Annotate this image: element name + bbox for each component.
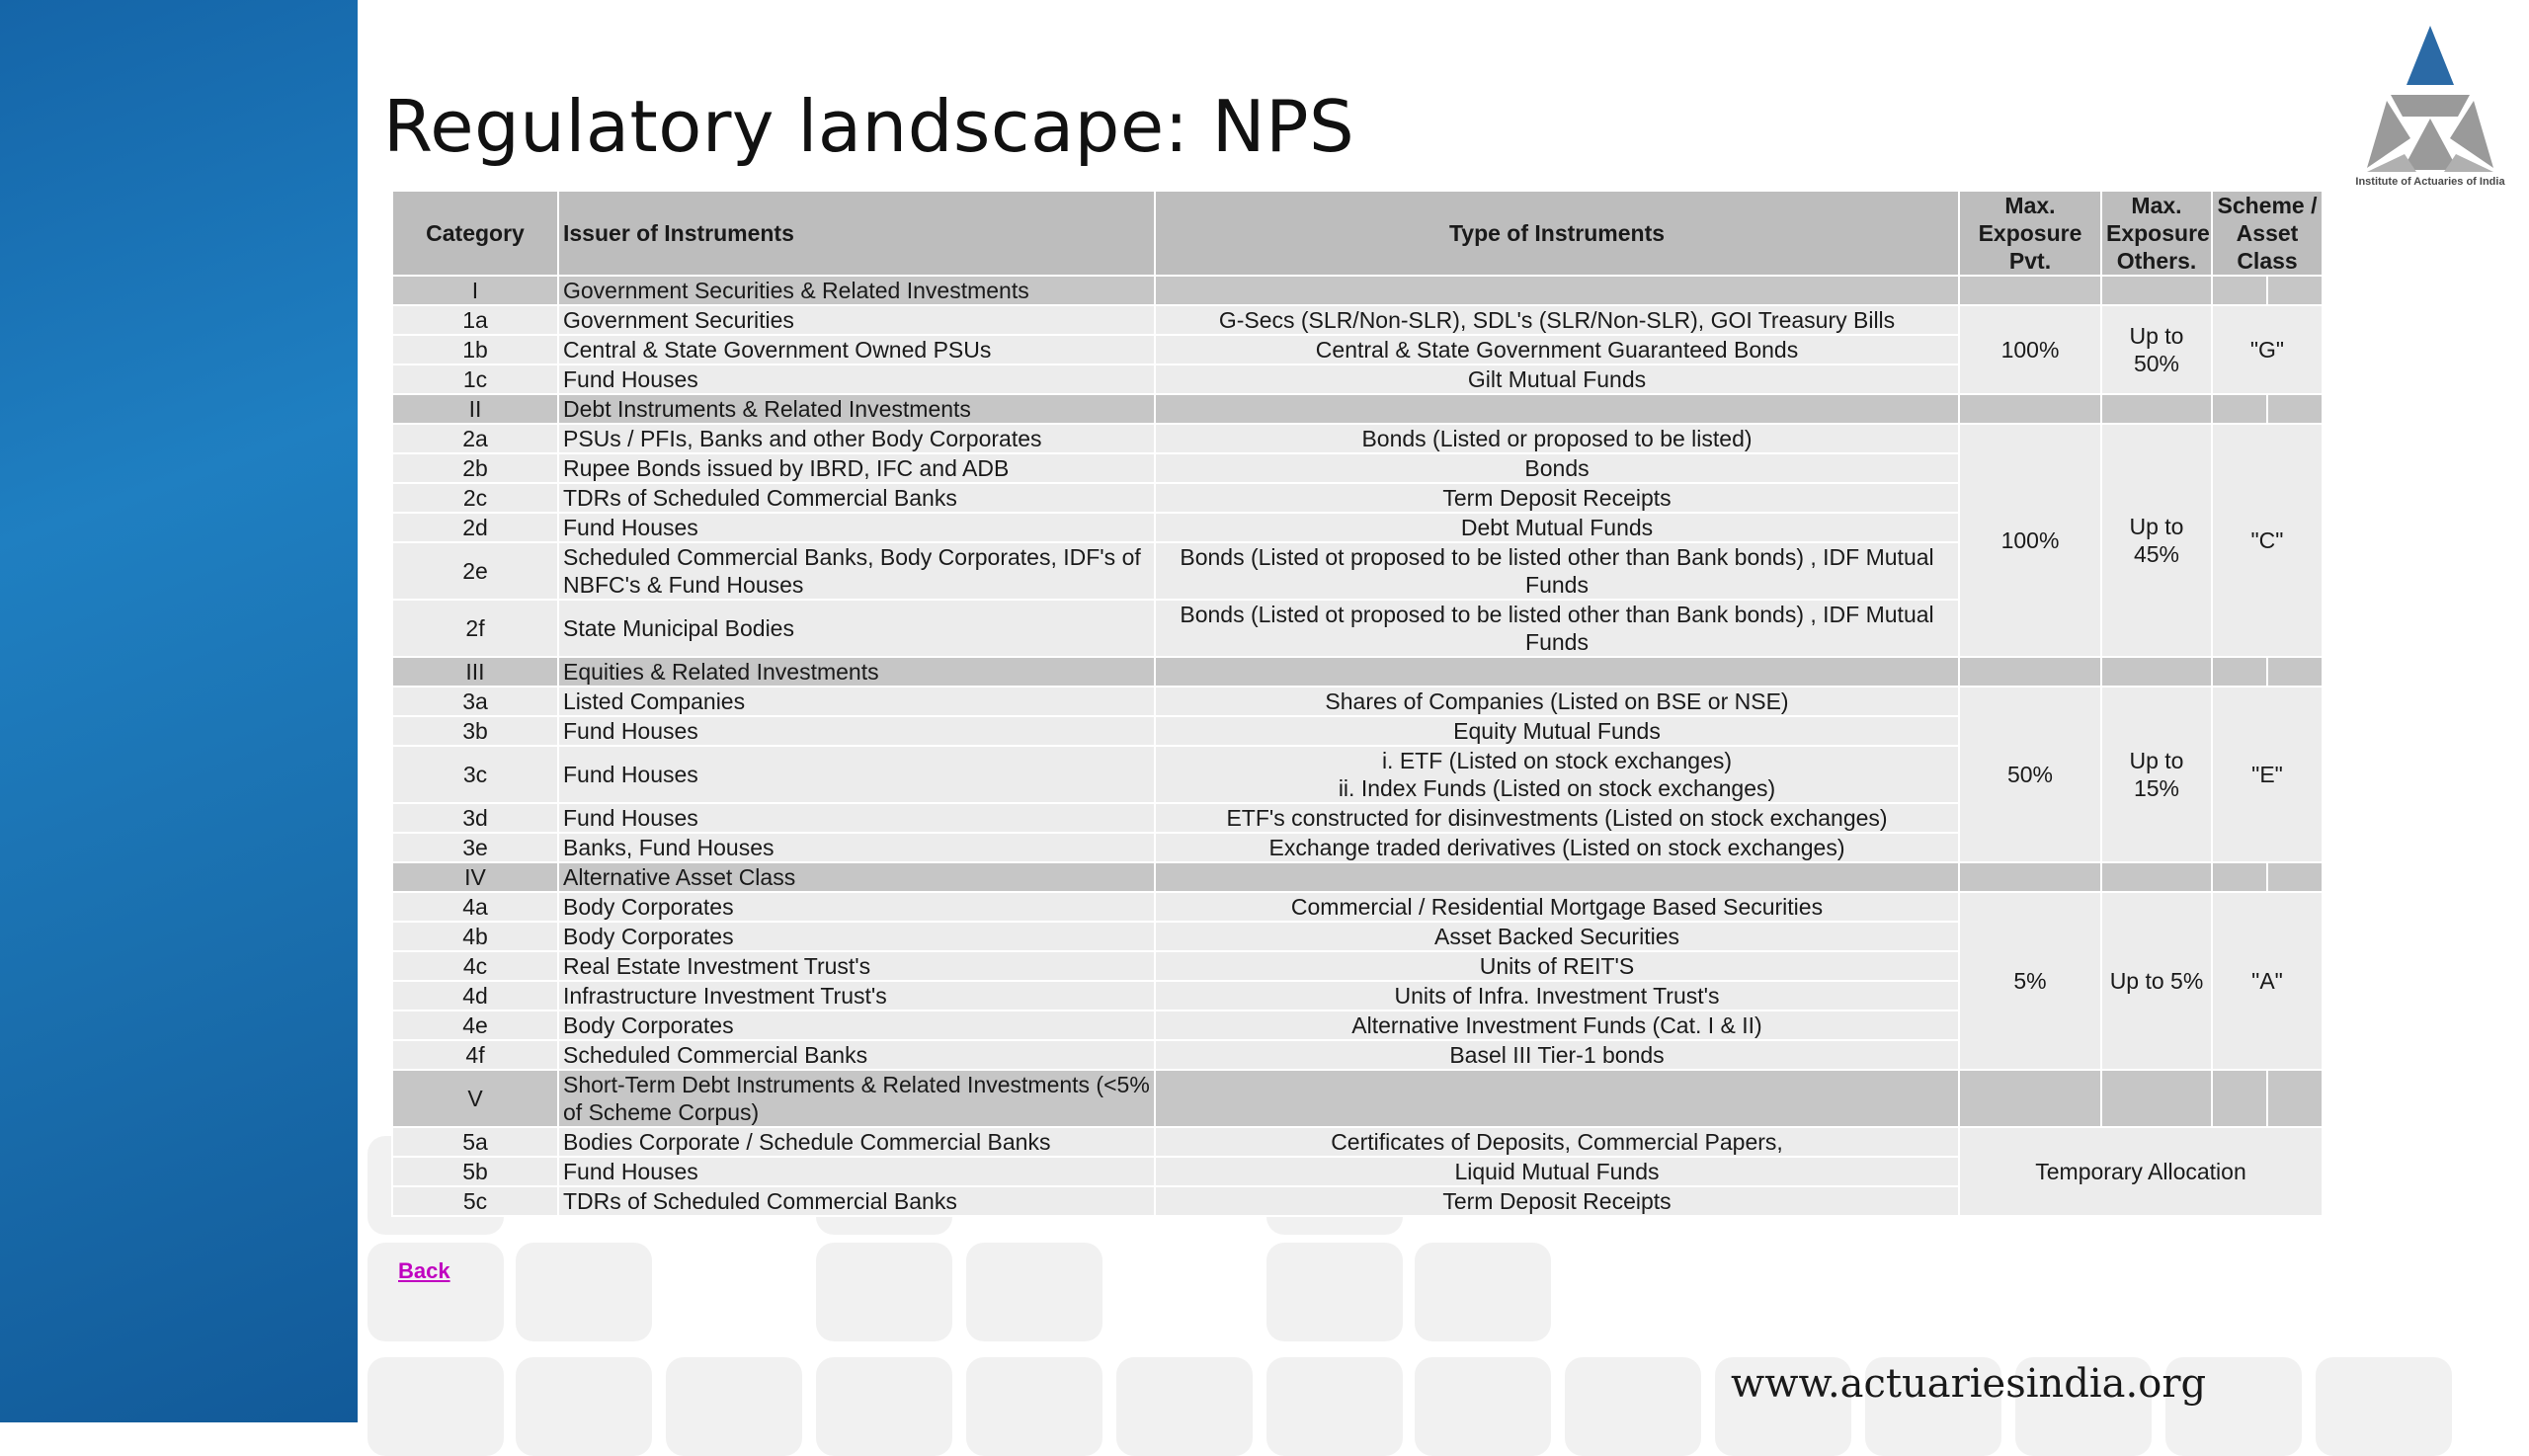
empty-cell xyxy=(1155,394,1959,424)
type-cell: Liquid Mutual Funds xyxy=(1155,1157,1959,1186)
bg-tile xyxy=(816,1243,952,1341)
issuer-cell: TDRs of Scheduled Commercial Banks xyxy=(558,483,1155,513)
type-cell: Alternative Investment Funds (Cat. I & II) xyxy=(1155,1011,1959,1040)
header-issuer: Issuer of Instruments xyxy=(558,191,1155,276)
table-row xyxy=(392,305,2323,335)
header-text-line: Max. xyxy=(2004,193,2056,218)
empty-cell xyxy=(2101,862,2212,892)
section-row xyxy=(392,394,2323,424)
issuer-cell: Fund Houses xyxy=(558,364,1155,394)
bg-tile xyxy=(516,1357,652,1456)
header-type: Type of Instruments xyxy=(1155,191,1959,276)
type-cell: Shares of Companies (Listed on BSE or NSE) xyxy=(1155,687,1959,716)
empty-cell xyxy=(2267,657,2323,687)
empty-cell xyxy=(2267,1070,2323,1127)
actuaries-logo-icon xyxy=(2347,22,2513,196)
value-line: Up to xyxy=(2129,514,2184,539)
bg-tile xyxy=(1415,1243,1551,1341)
empty-cell xyxy=(2101,276,2212,305)
section-row xyxy=(392,657,2323,687)
empty-cell xyxy=(2212,862,2267,892)
max-exposure-others-cell xyxy=(2101,305,2212,394)
value-line: 45% xyxy=(2133,541,2180,567)
empty-cell xyxy=(2267,862,2323,892)
issuer-cell: Body Corporates xyxy=(558,1011,1155,1040)
type-cell: Bonds xyxy=(1155,453,1959,483)
issuer-cell: Scheduled Commercial Banks xyxy=(558,1040,1155,1070)
empty-cell xyxy=(1155,276,1959,305)
empty-cell xyxy=(1959,1070,2101,1127)
value-line: 15% xyxy=(2133,775,2180,801)
type-cell: Bonds (Listed or proposed to be listed) xyxy=(1155,424,1959,453)
value-line: Up to xyxy=(2129,748,2184,773)
bg-tile xyxy=(2316,1357,2452,1456)
scheme-class-cell: "G" xyxy=(2212,305,2323,394)
category-cell: 4e xyxy=(392,1011,558,1040)
category-cell: 4a xyxy=(392,892,558,922)
section-title: Alternative Asset Class xyxy=(558,862,1155,892)
header-text-line: Class xyxy=(2237,248,2298,274)
section-code: I xyxy=(392,276,558,305)
header-category: Category xyxy=(392,191,558,276)
category-cell: 1b xyxy=(392,335,558,364)
header-text-line: Max. xyxy=(2131,193,2182,218)
section-code: V xyxy=(392,1070,558,1127)
header-text-line: Exposure xyxy=(2106,220,2210,246)
type-cell: Basel III Tier-1 bonds xyxy=(1155,1040,1959,1070)
type-cell: G-Secs (SLR/Non-SLR), SDL's (SLR/Non-SLR), GOI Treasury Bills xyxy=(1155,305,1959,335)
empty-cell xyxy=(1155,657,1959,687)
issuer-cell: Central & State Government Owned PSUs xyxy=(558,335,1155,364)
issuer-cell: Fund Houses xyxy=(558,746,1155,803)
issuer-cell: Fund Houses xyxy=(558,803,1155,833)
category-cell: 4f xyxy=(392,1040,558,1070)
category-cell: 5a xyxy=(392,1127,558,1157)
bg-tile xyxy=(966,1243,1102,1341)
issuer-cell: State Municipal Bodies xyxy=(558,600,1155,657)
category-cell: 2a xyxy=(392,424,558,453)
header-scheme-asset-class xyxy=(2212,191,2323,276)
type-cell: ETF's constructed for disinvestments (Listed on stock exchanges) xyxy=(1155,803,1959,833)
category-cell: 3a xyxy=(392,687,558,716)
website-url: www.actuariesindia.org xyxy=(1731,1361,2207,1407)
section-code: III xyxy=(392,657,558,687)
empty-cell xyxy=(2212,1070,2267,1127)
section-row xyxy=(392,862,2323,892)
category-cell: 2f xyxy=(392,600,558,657)
category-cell: 5b xyxy=(392,1157,558,1186)
section-title: Government Securities & Related Investments xyxy=(558,276,1155,305)
header-text-line: Others. xyxy=(2116,248,2197,274)
section-title: Debt Instruments & Related Investments xyxy=(558,394,1155,424)
type-cell: Units of Infra. Investment Trust's xyxy=(1155,981,1959,1011)
category-cell: 2e xyxy=(392,542,558,600)
page-title: Regulatory landscape: NPS xyxy=(383,85,1355,168)
issuer-cell: Fund Houses xyxy=(558,716,1155,746)
category-cell: 3d xyxy=(392,803,558,833)
header-text-line: Exposure xyxy=(1978,220,2082,246)
category-cell: 1a xyxy=(392,305,558,335)
empty-cell xyxy=(1959,657,2101,687)
type-cell: Debt Mutual Funds xyxy=(1155,513,1959,542)
max-exposure-pvt-cell: 100% xyxy=(1959,305,2101,394)
empty-cell xyxy=(2212,394,2267,424)
empty-cell xyxy=(2212,276,2267,305)
table-header-row xyxy=(392,191,2323,276)
issuer-cell: Rupee Bonds issued by IBRD, IFC and ADB xyxy=(558,453,1155,483)
scheme-class-cell: "E" xyxy=(2212,687,2323,862)
category-cell: 3b xyxy=(392,716,558,746)
issuer-cell: Real Estate Investment Trust's xyxy=(558,951,1155,981)
max-exposure-others-cell: Up to 5% xyxy=(2101,892,2212,1070)
temporary-allocation-cell: Temporary Allocation xyxy=(1959,1127,2323,1216)
issuer-cell: Fund Houses xyxy=(558,1157,1155,1186)
back-link[interactable]: Back xyxy=(398,1258,450,1283)
empty-cell xyxy=(2212,657,2267,687)
logo-caption: Institute of Actuaries of India xyxy=(2355,176,2505,188)
empty-cell xyxy=(2101,1070,2212,1127)
type-cell: Bonds (Listed ot proposed to be listed other than Bank bonds) , IDF Mutual Funds xyxy=(1155,542,1959,600)
header-text-line: Scheme / xyxy=(2217,193,2318,218)
issuer-cell: Body Corporates xyxy=(558,922,1155,951)
empty-cell xyxy=(1959,862,2101,892)
max-exposure-pvt-cell: 5% xyxy=(1959,892,2101,1070)
bg-tile xyxy=(1266,1243,1403,1341)
header-max-exposure-pvt xyxy=(1959,191,2101,276)
type-cell: Exchange traded derivatives (Listed on stock exchanges) xyxy=(1155,833,1959,862)
table-row xyxy=(392,1127,2323,1157)
type-cell: Commercial / Residential Mortgage Based Securities xyxy=(1155,892,1959,922)
category-cell: 4c xyxy=(392,951,558,981)
empty-cell xyxy=(1959,276,2101,305)
bg-tile xyxy=(1415,1357,1551,1456)
issuer-cell: PSUs / PFIs, Banks and other Body Corporates xyxy=(558,424,1155,453)
type-cell: Gilt Mutual Funds xyxy=(1155,364,1959,394)
empty-cell xyxy=(1155,1070,1959,1127)
issuer-cell: Bodies Corporate / Schedule Commercial Banks xyxy=(558,1127,1155,1157)
value-line: 50% xyxy=(2133,351,2180,376)
category-cell: 5c xyxy=(392,1186,558,1216)
type-line: ii. Index Funds (Listed on stock exchanges) xyxy=(1338,775,1776,801)
category-cell: 2d xyxy=(392,513,558,542)
type-cell: Term Deposit Receipts xyxy=(1155,1186,1959,1216)
type-cell: Certificates of Deposits, Commercial Papers, xyxy=(1155,1127,1959,1157)
issuer-cell: Banks, Fund Houses xyxy=(558,833,1155,862)
bg-tile xyxy=(966,1357,1102,1456)
max-exposure-pvt-cell: 50% xyxy=(1959,687,2101,862)
table-row xyxy=(392,424,2323,453)
type-cell: Bonds (Listed ot proposed to be listed other than Bank bonds) , IDF Mutual Funds xyxy=(1155,600,1959,657)
bg-tile xyxy=(666,1357,802,1456)
nps-investment-table xyxy=(391,190,2324,1217)
bg-tile xyxy=(1565,1357,1701,1456)
category-cell: 3c xyxy=(392,746,558,803)
empty-cell xyxy=(2267,394,2323,424)
section-code: IV xyxy=(392,862,558,892)
bg-tile xyxy=(367,1357,504,1456)
issuer-cell: Scheduled Commercial Banks, Body Corporates, IDF's of NBFC's & Fund Houses xyxy=(558,542,1155,600)
empty-cell xyxy=(2267,276,2323,305)
type-cell xyxy=(1155,746,1959,803)
type-cell: Equity Mutual Funds xyxy=(1155,716,1959,746)
issuer-cell: Infrastructure Investment Trust's xyxy=(558,981,1155,1011)
value-line: Up to xyxy=(2129,323,2184,349)
scheme-class-cell: "A" xyxy=(2212,892,2323,1070)
category-cell: 3e xyxy=(392,833,558,862)
left-blue-band xyxy=(0,0,358,1422)
header-text-line: Pvt. xyxy=(2008,248,2052,274)
issuer-cell: Government Securities xyxy=(558,305,1155,335)
empty-cell xyxy=(2101,394,2212,424)
issuer-cell: TDRs of Scheduled Commercial Banks xyxy=(558,1186,1155,1216)
bg-tile xyxy=(1116,1357,1253,1456)
section-row xyxy=(392,1070,2323,1127)
issuer-cell: Body Corporates xyxy=(558,892,1155,922)
header-text-line: Asset xyxy=(2236,220,2299,246)
section-title: Short-Term Debt Instruments & Related Investments (<5% of Scheme Corpus) xyxy=(558,1070,1155,1127)
issuer-cell: Fund Houses xyxy=(558,513,1155,542)
empty-cell xyxy=(1155,862,1959,892)
bg-tile xyxy=(816,1357,952,1456)
max-exposure-others-cell xyxy=(2101,424,2212,657)
type-cell: Term Deposit Receipts xyxy=(1155,483,1959,513)
category-cell: 4b xyxy=(392,922,558,951)
empty-cell xyxy=(1959,394,2101,424)
scheme-class-cell: "C" xyxy=(2212,424,2323,657)
empty-cell xyxy=(2101,657,2212,687)
type-line: i. ETF (Listed on stock exchanges) xyxy=(1381,748,1733,773)
category-cell: 2b xyxy=(392,453,558,483)
max-exposure-pvt-cell: 100% xyxy=(1959,424,2101,657)
section-title: Equities & Related Investments xyxy=(558,657,1155,687)
type-cell: Units of REIT'S xyxy=(1155,951,1959,981)
max-exposure-others-cell xyxy=(2101,687,2212,862)
category-cell: 2c xyxy=(392,483,558,513)
section-code: II xyxy=(392,394,558,424)
category-cell: 4d xyxy=(392,981,558,1011)
category-cell: 1c xyxy=(392,364,558,394)
table-row xyxy=(392,687,2323,716)
bg-tile xyxy=(1266,1357,1403,1456)
type-cell: Asset Backed Securities xyxy=(1155,922,1959,951)
header-max-exposure-others xyxy=(2101,191,2212,276)
table-row xyxy=(392,892,2323,922)
issuer-cell: Listed Companies xyxy=(558,687,1155,716)
bg-tile xyxy=(367,1243,504,1341)
bg-tile xyxy=(516,1243,652,1341)
type-cell: Central & State Government Guaranteed Bonds xyxy=(1155,335,1959,364)
section-row xyxy=(392,276,2323,305)
